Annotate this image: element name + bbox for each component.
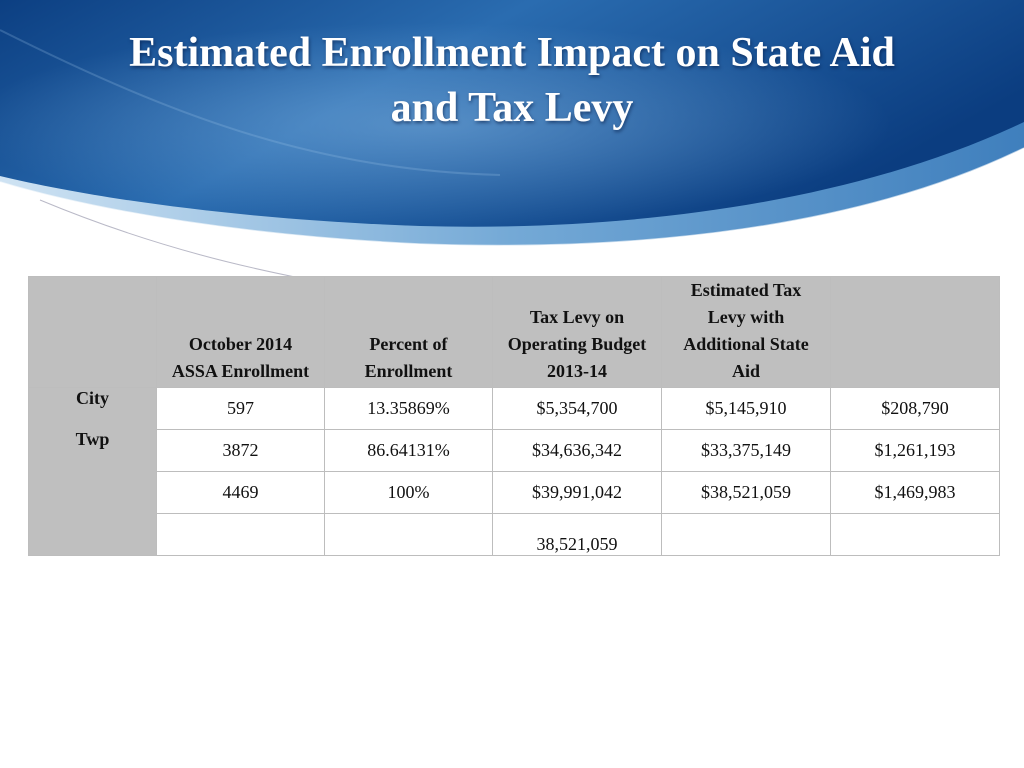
enrollment-table: [28, 276, 1000, 556]
table-cell: 3872: [157, 430, 325, 472]
header-cell-percent: [325, 277, 493, 388]
table-cell: [157, 514, 325, 556]
header-text: Enrollment: [364, 361, 453, 381]
header-text: Estimated Tax: [690, 280, 802, 300]
header-text: Levy with: [707, 307, 785, 327]
header-text: Aid: [731, 361, 760, 381]
header-text: Operating Budget: [507, 334, 647, 354]
table-cell: $38,521,059: [662, 472, 831, 514]
table-cell: 86.64131%: [325, 430, 493, 472]
table-row-city: [29, 388, 1000, 430]
header-cell-difference: [831, 277, 1000, 388]
header-cell-tax-levy: [493, 277, 662, 388]
table-cell: [831, 514, 1000, 556]
table-cell: 4469: [157, 472, 325, 514]
table-cell: $34,636,342: [493, 430, 662, 472]
header-text: Tax Levy on: [529, 307, 625, 327]
header-text: Percent of: [369, 334, 448, 354]
table-cell: $39,991,042: [493, 472, 662, 514]
table-cell: 100%: [325, 472, 493, 514]
table-cell: $208,790: [831, 388, 1000, 430]
table-cell: $1,469,983: [831, 472, 1000, 514]
slide-title: [40, 26, 984, 136]
table-row-extra: [29, 514, 1000, 556]
header-cell-enrollment: [157, 277, 325, 388]
table-header-row: [29, 277, 1000, 388]
table-cell: [325, 514, 493, 556]
slide-title-line-1: Estimated Enrollment Impact on State Aid: [129, 30, 895, 76]
row-label-twp: Twp: [75, 429, 110, 449]
slide-title-line-2: and Tax Levy: [390, 85, 634, 131]
header-text: October 2014: [188, 334, 293, 354]
table-cell: [662, 514, 831, 556]
table-cell: 597: [157, 388, 325, 430]
header-text: Additional State: [683, 334, 809, 354]
row-labels-cell: [29, 388, 157, 556]
header-cell-estimated-levy: [662, 277, 831, 388]
table-cell: $5,145,910: [662, 388, 831, 430]
header-text: 2013-14: [547, 361, 607, 381]
table-cell: 13.35869%: [325, 388, 493, 430]
table-cell: 38,521,059: [493, 514, 662, 556]
header-text: ASSA Enrollment: [171, 361, 310, 381]
header-cell-blank: [29, 277, 157, 388]
table-cell: $5,354,700: [493, 388, 662, 430]
table-cell: $1,261,193: [831, 430, 1000, 472]
table-row-total: [29, 472, 1000, 514]
table-cell: $33,375,149: [662, 430, 831, 472]
table-row-twp: [29, 430, 1000, 472]
row-label-city: City: [76, 388, 109, 408]
